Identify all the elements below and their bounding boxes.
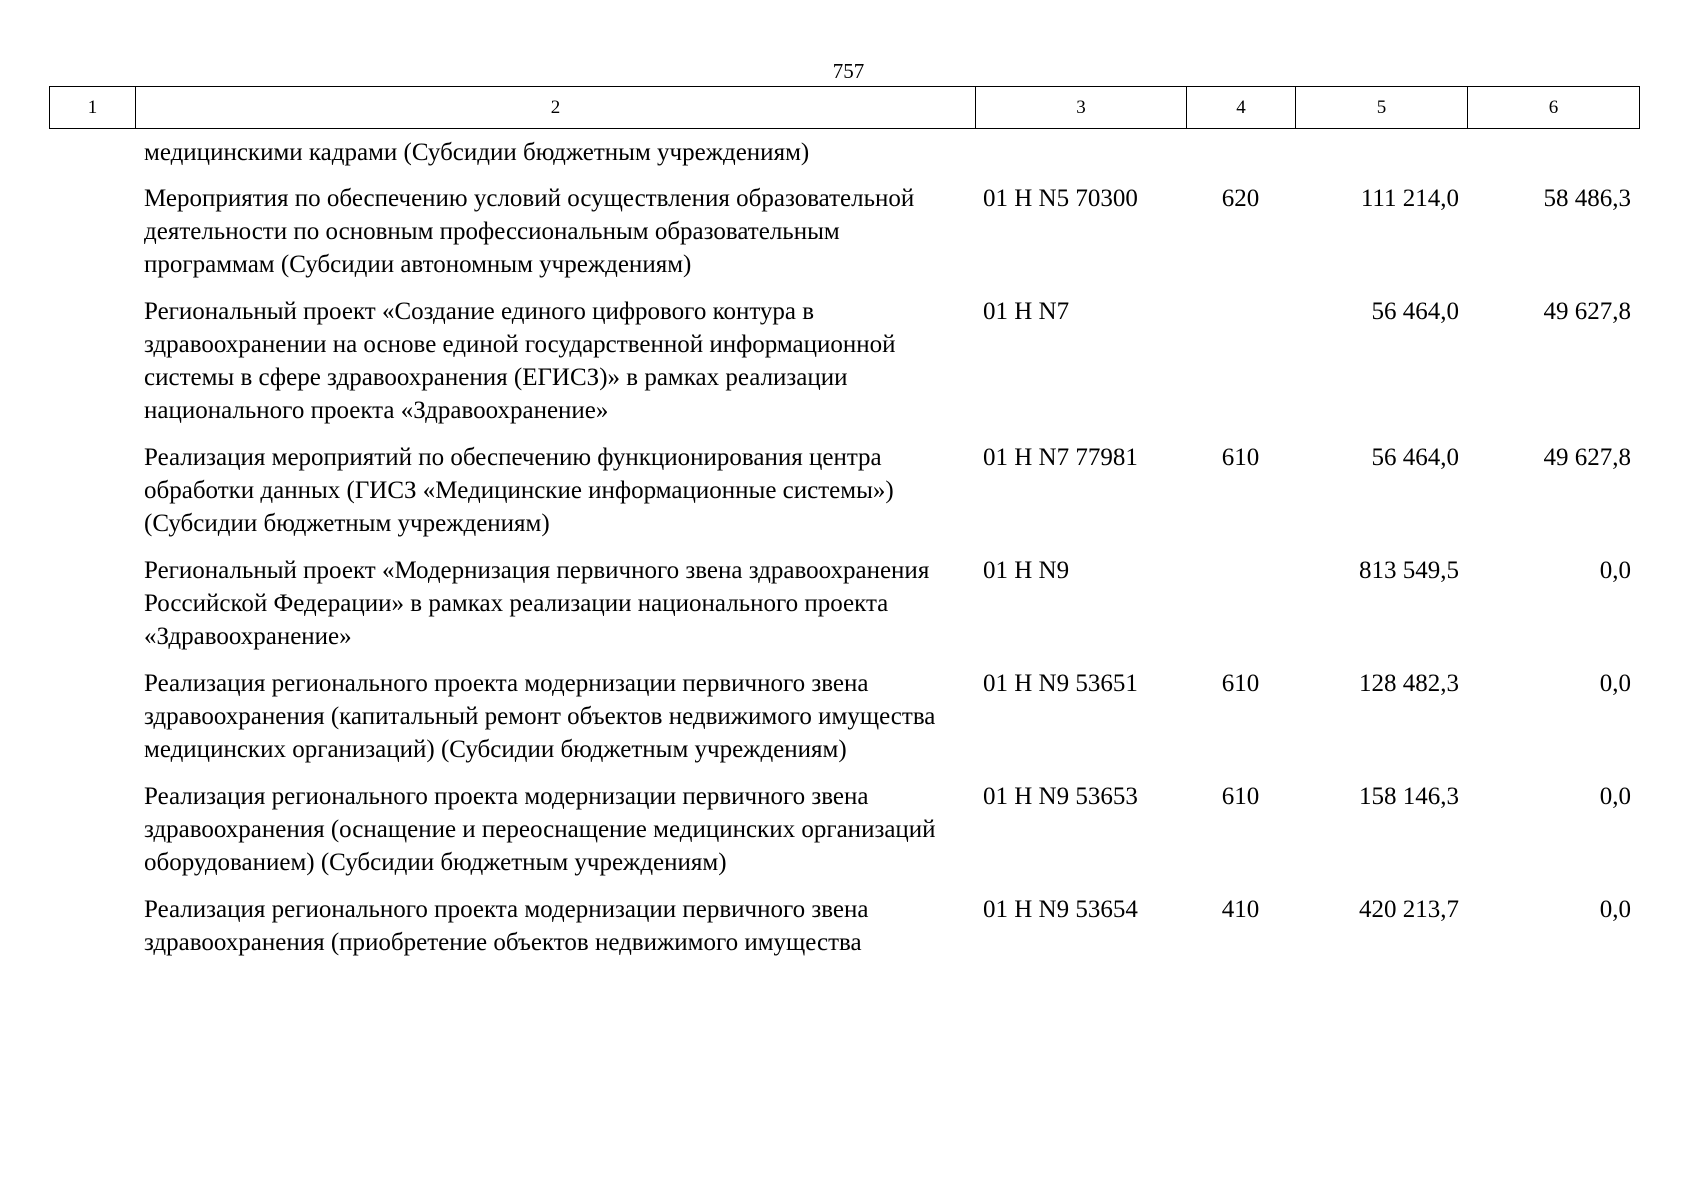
column-header-1: 1 xyxy=(50,87,136,129)
row-value-5: 813 549,5 xyxy=(1359,557,1459,584)
row-number-cell xyxy=(49,295,135,441)
row-code: 01 Н N7 xyxy=(983,298,1070,325)
table-row xyxy=(49,893,1639,973)
row-value-6: 49 627,8 xyxy=(1543,298,1631,325)
row-value-6: 58 486,3 xyxy=(1543,185,1631,212)
row-value-5 xyxy=(1295,136,1467,182)
row-number-cell xyxy=(49,667,135,780)
row-value-5: 128 482,3 xyxy=(1359,670,1459,697)
column-header-row xyxy=(50,87,1640,129)
column-header-3: 3 xyxy=(976,87,1187,129)
row-number-cell xyxy=(49,780,135,893)
row-value-6 xyxy=(1467,136,1639,182)
row-number-cell xyxy=(49,182,135,295)
table-row xyxy=(49,667,1639,780)
row-code: 01 Н N9 53651 xyxy=(983,670,1138,697)
column-header-6: 6 xyxy=(1468,87,1640,129)
row-type xyxy=(1186,295,1295,441)
table-row xyxy=(49,136,1639,182)
row-name: Мероприятия по обеспечению условий осуществления образовательной деятельности по основным профессиональным образовательным программам (Субсидии автономным учреждениям) xyxy=(144,185,915,278)
column-header-5: 5 xyxy=(1296,87,1468,129)
page-number: 757 xyxy=(832,59,865,83)
row-name: Реализация регионального проекта модернизации первичного звена здравоохранения (приобретение объектов недвижимого имущества xyxy=(144,896,869,956)
row-name: Реализация регионального проекта модернизации первичного звена здравоохранения (оснащение и переоснащение медицинских организаций оборудованием) (Субсидии бюджетным учреждениям) xyxy=(144,783,936,876)
row-code: 01 Н N9 xyxy=(983,557,1070,584)
row-name: Реализация регионального проекта модернизации первичного звена здравоохранения (капитальный ремонт объектов недвижимого имущества медицинских организаций) (Субсидии бюджетным учреждениям) xyxy=(144,670,936,763)
row-code: 01 Н N7 77981 xyxy=(983,444,1138,471)
column-header-table xyxy=(49,86,1640,129)
row-number-cell xyxy=(49,441,135,554)
column-header-2: 2 xyxy=(136,87,976,129)
row-value-6: 0,0 xyxy=(1599,670,1631,697)
row-name: медицинскими кадрами (Субсидии бюджетным учреждениям) xyxy=(144,139,810,166)
row-type: 410 xyxy=(1221,896,1260,923)
table-row xyxy=(49,554,1639,667)
row-value-5: 111 214,0 xyxy=(1360,185,1459,212)
row-code: 01 Н N5 70300 xyxy=(983,185,1138,212)
row-type: 610 xyxy=(1221,670,1260,697)
row-type: 610 xyxy=(1221,444,1260,471)
row-value-6: 0,0 xyxy=(1599,896,1631,923)
column-header-4: 4 xyxy=(1187,87,1296,129)
row-number-cell xyxy=(49,893,135,973)
table-row xyxy=(49,295,1639,441)
row-type xyxy=(1186,554,1295,667)
row-value-5: 56 464,0 xyxy=(1371,444,1459,471)
row-value-6: 0,0 xyxy=(1599,557,1631,584)
table-row xyxy=(49,182,1639,295)
row-value-6: 49 627,8 xyxy=(1543,444,1631,471)
row-value-5: 420 213,7 xyxy=(1359,896,1459,923)
row-number-cell xyxy=(49,136,135,182)
table-row xyxy=(49,780,1639,893)
row-code xyxy=(975,136,1186,182)
row-name: Реализация мероприятий по обеспечению функционирования центра обработки данных (ГИСЗ «Медицинские информационные системы») (Субсидии бюджетным учреждениям) xyxy=(144,444,894,537)
table-row xyxy=(49,441,1639,554)
row-name: Региональный проект «Модернизация первичного звена здравоохранения Российской Федерации» в рамках реализации национального проекта «Здравоохранение» xyxy=(144,557,930,650)
row-value-6: 0,0 xyxy=(1599,783,1631,810)
row-number-cell xyxy=(49,554,135,667)
row-value-5: 56 464,0 xyxy=(1371,298,1459,325)
row-type: 610 xyxy=(1221,783,1260,810)
row-type xyxy=(1186,136,1295,182)
row-value-5: 158 146,3 xyxy=(1359,783,1459,810)
row-type: 620 xyxy=(1221,185,1260,212)
row-name: Региональный проект «Создание единого цифрового контура в здравоохранении на основе единой государственной информационной системы в сфере здравоохранения (ЕГИСЗ)» в рамках реализации национального проекта «Здравоохранение» xyxy=(144,298,896,424)
row-code: 01 Н N9 53653 xyxy=(983,783,1138,810)
budget-table xyxy=(49,136,1639,973)
row-code: 01 Н N9 53654 xyxy=(983,896,1138,923)
